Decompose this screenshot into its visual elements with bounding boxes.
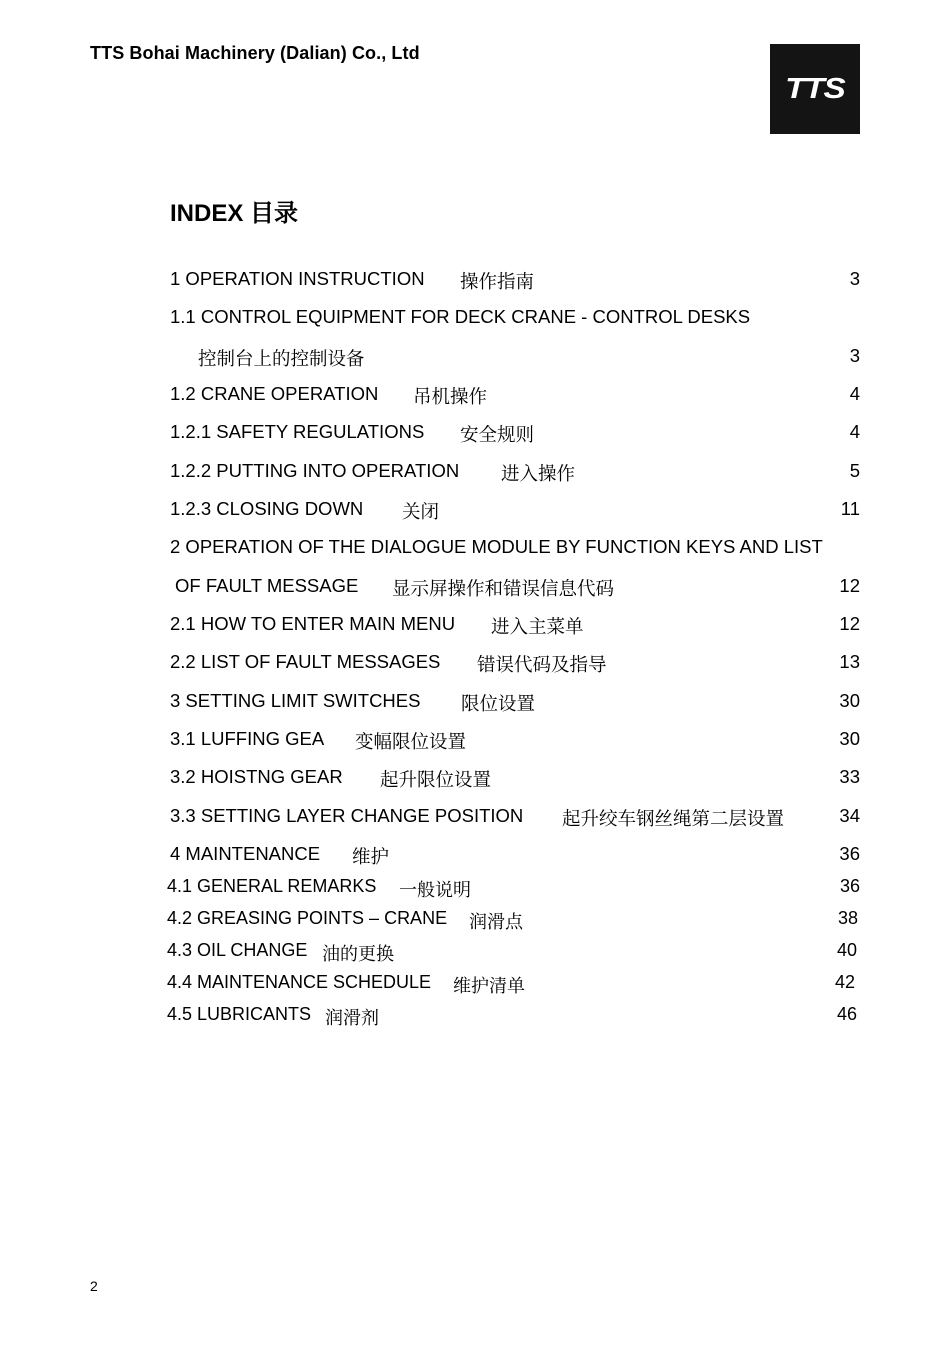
company-name: TTS Bohai Machinery (Dalian) Co., Ltd (90, 43, 420, 63)
toc-entry-page: 4 (849, 421, 860, 442)
toc-entry-page: 30 (839, 728, 860, 749)
toc-entry-title: 1 OPERATION INSTRUCTION (170, 268, 425, 289)
toc-entry[interactable] (0, 383, 950, 407)
toc-entry-chinese: 安全规则 (460, 425, 535, 446)
toc-entry-title: OF FAULT MESSAGE (175, 575, 359, 596)
toc-entry-page: 40 (836, 940, 857, 960)
toc-entry[interactable] (0, 690, 950, 714)
toc-entry[interactable] (0, 651, 950, 675)
toc-entry[interactable] (0, 268, 950, 292)
toc-entry-title: 4.3 OIL CHANGE (167, 940, 308, 960)
toc-entry-chinese: 操作指南 (460, 272, 535, 293)
tts-logo (770, 44, 860, 134)
toc-entry-title: 1.2.2 PUTTING INTO OPERATION (170, 460, 460, 481)
toc-entry-chinese: 维护清单 (453, 976, 525, 997)
index-title: INDEX 目录 (170, 200, 299, 227)
toc-entry-chinese: 关闭 (402, 502, 440, 523)
toc-entry-chinese: 进入主菜单 (491, 617, 584, 638)
toc-entry[interactable] (0, 345, 950, 369)
toc-entry-title: 2 OPERATION OF THE DIALOGUE MODULE BY FUNCTION KEYS AND LIST (170, 536, 823, 557)
toc-entry-page: 33 (839, 766, 860, 787)
toc-entry[interactable] (0, 908, 950, 932)
toc-entry[interactable] (0, 805, 950, 829)
toc-entry-chinese: 润滑剂 (325, 1008, 379, 1029)
toc-entry[interactable] (0, 843, 950, 867)
toc-entry[interactable] (0, 766, 950, 790)
toc-entry[interactable] (0, 575, 950, 599)
toc-entry-chinese: 限位设置 (461, 694, 536, 715)
toc-entry-page: 3 (849, 268, 860, 289)
toc-entry[interactable] (0, 306, 950, 330)
logo-text: TTS (785, 72, 845, 105)
toc-entry-page: 11 (840, 498, 860, 519)
toc-entry[interactable] (0, 876, 950, 900)
toc-entry-page: 4 (849, 383, 860, 404)
toc-entry-page: 38 (837, 908, 858, 928)
toc-entry-page: 42 (834, 972, 855, 992)
toc-entry-chinese: 润滑点 (469, 912, 523, 933)
toc-entry-chinese: 变幅限位设置 (355, 732, 467, 753)
toc-entry-page: 12 (839, 613, 860, 634)
toc-entry-chinese: 显示屏操作和错误信息代码 (392, 579, 615, 600)
toc-entry-chinese: 油的更换 (322, 944, 394, 965)
toc-entry-chinese: 错误代码及指导 (477, 655, 607, 676)
toc-entry[interactable] (0, 460, 950, 484)
toc-entry-chinese: 起升限位设置 (380, 770, 492, 791)
toc-entry-title: 4.1 GENERAL REMARKS (167, 876, 377, 896)
toc-entry[interactable] (0, 498, 950, 522)
toc-entry-title: 4.2 GREASING POINTS – CRANE (167, 908, 448, 928)
toc-entry[interactable] (0, 613, 950, 637)
toc-entry-title: 3.1 LUFFING GEA (170, 728, 325, 749)
toc-entry-title: 1.2.1 SAFETY REGULATIONS (170, 421, 425, 442)
toc-entry-title: 4 MAINTENANCE (170, 843, 321, 864)
toc-entry-page: 13 (839, 651, 860, 672)
toc-entry-chinese: 一般说明 (399, 880, 471, 901)
toc-entry-chinese: 起升绞车钢丝绳第二层设置 (562, 809, 785, 830)
toc-entry[interactable] (0, 972, 950, 996)
toc-entry-title: 3.2 HOISTNG GEAR (170, 766, 343, 787)
toc-entry-chinese: 吊机操作 (413, 387, 488, 408)
toc-entry-page: 5 (849, 460, 860, 481)
toc-entry-title: 3 SETTING LIMIT SWITCHES (170, 690, 421, 711)
toc-entry[interactable] (0, 940, 950, 964)
toc-entry-chinese: 进入操作 (501, 464, 576, 485)
toc-entry-chinese: 控制台上的控制设备 (198, 349, 365, 370)
toc-entry-page: 3 (849, 345, 860, 366)
toc-entry-page: 46 (836, 1004, 857, 1024)
toc-entry-title: 2.2 LIST OF FAULT MESSAGES (170, 651, 441, 672)
toc-entry-page: 12 (839, 575, 860, 596)
toc-entry-title: 1.2 CRANE OPERATION (170, 383, 379, 404)
toc-entry-title: 1.2.3 CLOSING DOWN (170, 498, 364, 519)
toc-entry-title: 2.1 HOW TO ENTER MAIN MENU (170, 613, 456, 634)
toc-entry-title: 4.5 LUBRICANTS (167, 1004, 312, 1024)
toc-entry-page: 30 (839, 690, 860, 711)
toc-entry-title: 4.4 MAINTENANCE SCHEDULE (167, 972, 432, 992)
toc-entry[interactable] (0, 421, 950, 445)
toc-entry-page: 34 (839, 805, 860, 826)
toc-entry[interactable] (0, 536, 950, 560)
toc-entry-page: 36 (839, 876, 860, 896)
toc-entry-title: 1.1 CONTROL EQUIPMENT FOR DECK CRANE - CONTROL DESKS (170, 306, 751, 327)
toc-entry[interactable] (0, 1004, 950, 1028)
toc-entry-page: 36 (839, 843, 860, 864)
toc-entry-chinese: 维护 (352, 847, 390, 868)
toc-entry[interactable] (0, 728, 950, 752)
page-number: 2 (90, 1278, 98, 1294)
toc-entry-title: 3.3 SETTING LAYER CHANGE POSITION (170, 805, 524, 826)
